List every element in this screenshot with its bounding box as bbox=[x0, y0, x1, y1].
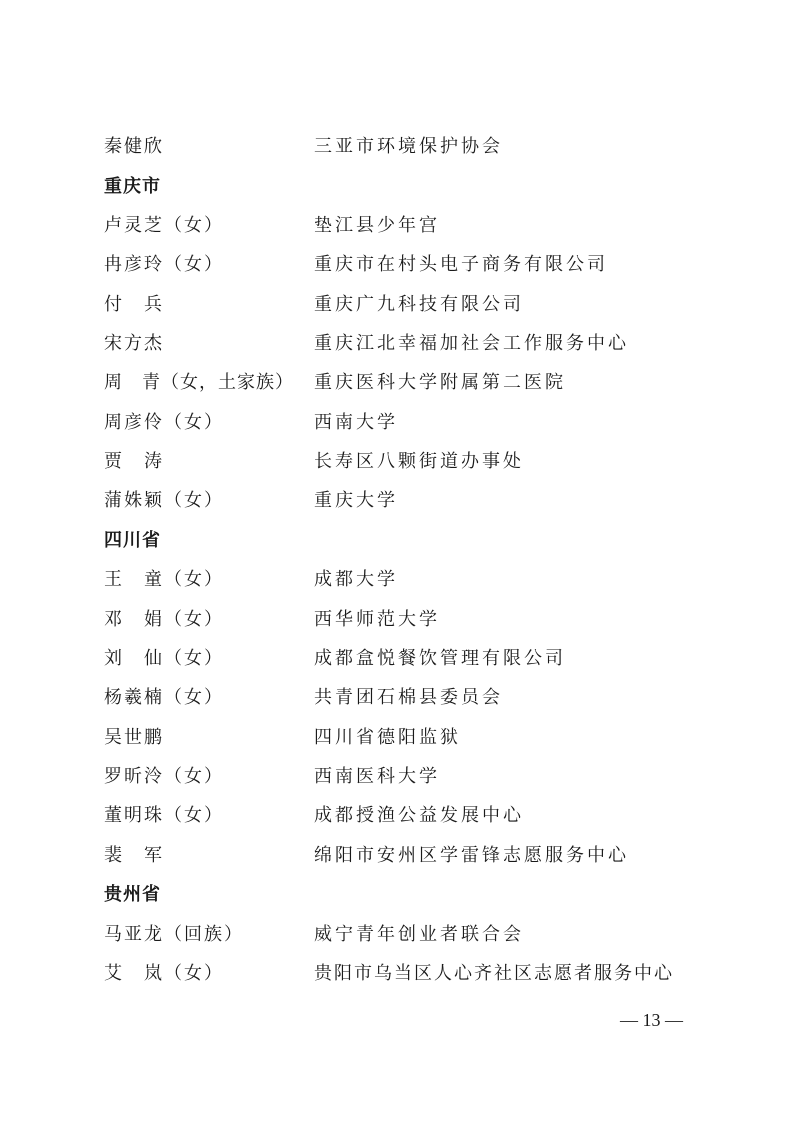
person-name: 杨羲楠（女） bbox=[104, 687, 224, 708]
organization-name: 贵阳市乌当区人心齐社区志愿者服务中心 bbox=[314, 963, 674, 984]
person-name: 卢灵芝（女） bbox=[104, 215, 224, 236]
person-name: 罗昕泠（女） bbox=[104, 766, 224, 787]
organization-name: 重庆市在村头电子商务有限公司 bbox=[314, 254, 608, 275]
organization-name: 成都盒悦餐饮管理有限公司 bbox=[314, 648, 566, 669]
page-number: — 13 — bbox=[620, 1010, 683, 1030]
person-name: 裴 军 bbox=[104, 845, 164, 866]
list-item bbox=[0, 329, 793, 359]
list-item bbox=[0, 723, 793, 753]
organization-name: 西南医科大学 bbox=[314, 766, 440, 787]
list-item bbox=[0, 408, 793, 438]
organization-name: 四川省德阳监狱 bbox=[314, 727, 461, 748]
organization-name: 重庆广九科技有限公司 bbox=[314, 294, 524, 315]
person-name: 周 青（女，土家族） bbox=[104, 372, 294, 393]
organization-name: 西南大学 bbox=[314, 412, 398, 433]
person-name: 邓 娟（女） bbox=[104, 609, 224, 630]
list-item bbox=[0, 211, 793, 241]
person-name: 宋方杰 bbox=[104, 333, 164, 354]
list-item bbox=[0, 605, 793, 635]
person-name: 王 童（女） bbox=[104, 569, 224, 590]
list-item bbox=[0, 762, 793, 792]
person-name: 吴世鹏 bbox=[104, 727, 164, 748]
organization-name: 威宁青年创业者联合会 bbox=[314, 924, 524, 945]
organization-name: 重庆江北幸福加社会工作服务中心 bbox=[314, 333, 629, 354]
organization-name: 西华师范大学 bbox=[314, 609, 440, 630]
list-item bbox=[0, 447, 793, 477]
section-heading-chongqing: 重庆市 bbox=[104, 176, 161, 197]
person-name: 艾 岚（女） bbox=[104, 963, 224, 984]
person-name: 马亚龙（回族） bbox=[104, 924, 244, 945]
organization-name: 成都大学 bbox=[314, 569, 398, 590]
section-heading-sichuan: 四川省 bbox=[104, 530, 161, 551]
list-item bbox=[0, 486, 793, 516]
organization-name: 重庆医科大学附属第二医院 bbox=[314, 372, 566, 393]
list-item bbox=[0, 959, 793, 989]
person-name: 付 兵 bbox=[104, 294, 164, 315]
organization-name: 三亚市环境保护协会 bbox=[314, 136, 503, 157]
list-item bbox=[0, 290, 793, 320]
organization-name: 垫江县少年宫 bbox=[314, 215, 440, 236]
list-item bbox=[0, 801, 793, 831]
person-name: 贾 涛 bbox=[104, 451, 164, 472]
person-name: 刘 仙（女） bbox=[104, 648, 224, 669]
organization-name: 成都授渔公益发展中心 bbox=[314, 805, 524, 826]
list-item bbox=[0, 368, 793, 398]
list-item bbox=[0, 565, 793, 595]
section-heading-guizhou: 贵州省 bbox=[104, 884, 161, 905]
person-name: 董明珠（女） bbox=[104, 805, 224, 826]
organization-name: 重庆大学 bbox=[314, 490, 398, 511]
person-name: 秦健欣 bbox=[104, 136, 164, 157]
list-item bbox=[0, 250, 793, 280]
organization-name: 长寿区八颗街道办事处 bbox=[314, 451, 524, 472]
list-item bbox=[0, 683, 793, 713]
organization-name: 共青团石棉县委员会 bbox=[314, 687, 503, 708]
person-name: 冉彦玲（女） bbox=[104, 254, 224, 275]
organization-name: 绵阳市安州区学雷锋志愿服务中心 bbox=[314, 845, 629, 866]
person-name: 蒲姝颖（女） bbox=[104, 490, 224, 511]
list-item bbox=[0, 132, 793, 162]
list-item bbox=[0, 841, 793, 871]
person-name: 周彦伶（女） bbox=[104, 412, 224, 433]
list-item bbox=[0, 920, 793, 950]
list-item bbox=[0, 644, 793, 674]
